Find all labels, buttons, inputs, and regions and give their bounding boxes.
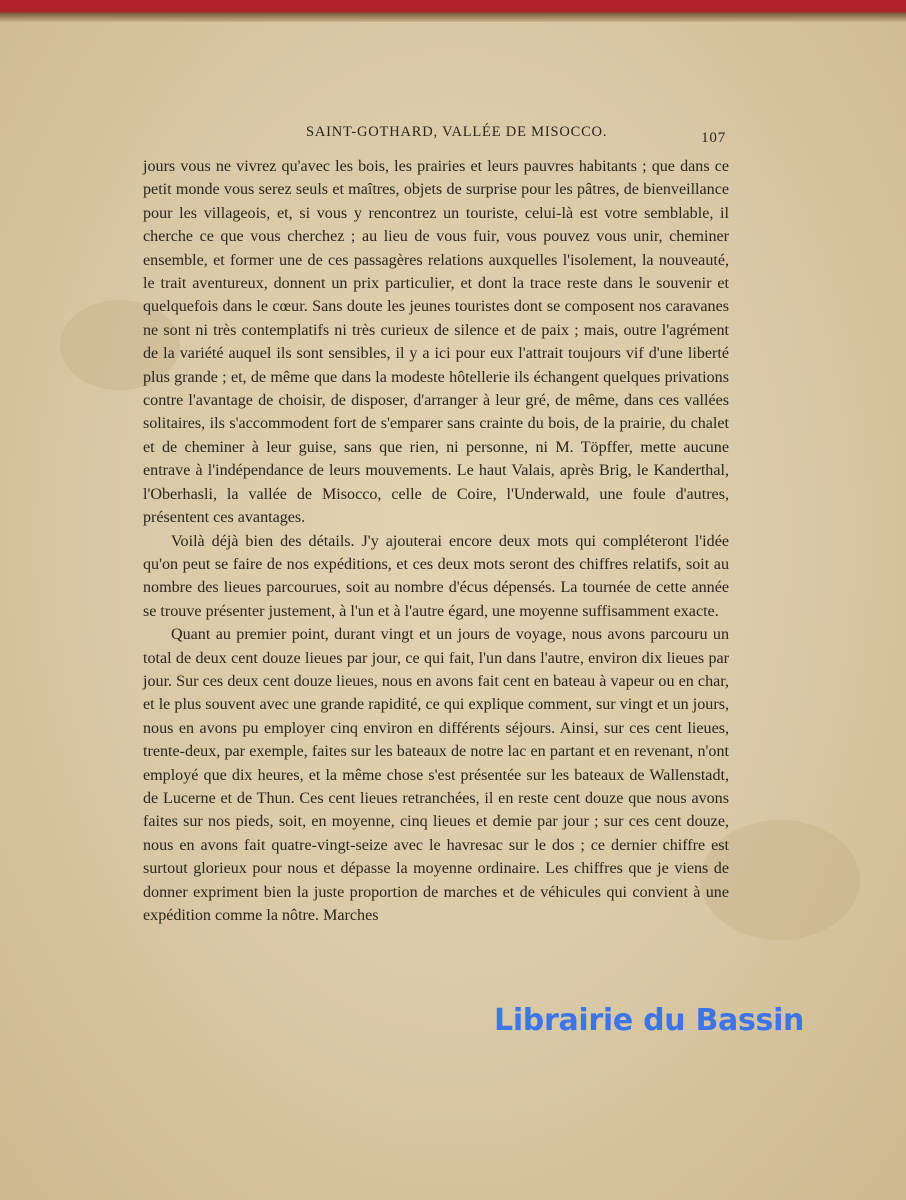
body-text [143,155,729,927]
running-header [306,122,726,144]
header-title: SAINT-GOTHARD, VALLÉE DE MISOCCO. [306,124,608,140]
seller-watermark: Librairie du Bassin [494,1003,805,1038]
paragraph: jours vous ne vivrez qu'avec les bois, les prairies et leurs pauvres habitants ; que dans ce petit monde vous serez seuls et maîtres, objets de surprise pour les pâtres, de bienveillance pour les villageois, et, si vous y rencontrez un touriste, celui-là est votre semblable, il cherche ce que vous cherchez ; au lieu de vous fuir, vous pouvez vous unir, cheminer ensemble, et former une de ces passagères relations auxquelles l'isolement, la nouveauté, le trait aventureux, donnent un prix particulier, et dont la trace reste dans le souvenir et quelquefois dans le cœur. Sans doute les jeunes touristes dont se composent nos caravanes ne sont ni très contemplatifs ni très curieux de silence et de paix ; mais, outre l'agrément de la variété auquel ils sont sensibles, il y a ici pour eux l'attrait toujours vif d'une liberté plus grande ; et, de même que dans la modeste hôtellerie ils échangent quelques privations contre l'avantage de choisir, de disposer, d'arranger à leur gré, de même, dans ces vallées solitaires, ils s'accommodent fort de s'emparer sans crainte du bois, de la prairie, du chalet et de cheminer à leur guise, sans que rien, ni personne, ni M. Töpffer, mette aucune entrave à l'indépendance de leurs mouvements. Le haut Valais, après Brig, le Kanderthal, l'Oberhasli, la vallée de Misocco, celle de Coire, l'Underwald, une foule d'autres, présentent ces avantages. [143,158,729,527]
paragraph: Voilà déjà bien des détails. J'y ajouterai encore deux mots qui compléteront l'idée qu'on peut se faire de nos expéditions, et ces deux mots seront des chiffres relatifs, soit au nombre des lieues parcourues, soit au nombre d'écus dépensés. La tournée de cette année se trouve présenter justement, à l'un et à l'autre égard, une moyenne suffisamment exacte. [143,532,729,620]
page-number: 107 [701,130,726,146]
book-edge-binding [0,0,906,22]
paragraph: Quant au premier point, durant vingt et un jours de voyage, nous avons parcouru un total de deux cent douze lieues par jour, ce qui fait, l'un dans l'autre, environ dix lieues par jour. Sur ces deux cent douze lieues, nous en avons fait cent en bateau à vapeur ou en char, et le plus souvent avec une grande rapidité, ce qui explique comment, sur vingt et un jours, nous en avons pu employer cinq environ en différents séjours. Ainsi, sur ces cent lieues, trente-deux, par exemple, faites sur les bateaux de notre lac en partant et en revenant, n'ont employé que dix heures, et la même chose s'est présentée sur les bateaux de Wallenstadt, de Lucerne et de Thun. Ces cent lieues retranchées, il en reste cent douze que nous avons faites sur nos pieds, soit, en moyenne, cinq lieues et demie par jour ; sur ces cent douze, nous en avons fait quatre-vingt-seize avec le havresac sur le dos ; ce dernier chiffre est surtout glorieux pour nous et dépasse la moyenne ordinaire. Les chiffres que je viens de donner expriment bien la juste proportion de marches et de véhicules qui convient à une expédition comme la nôtre. Marches [143,626,729,924]
